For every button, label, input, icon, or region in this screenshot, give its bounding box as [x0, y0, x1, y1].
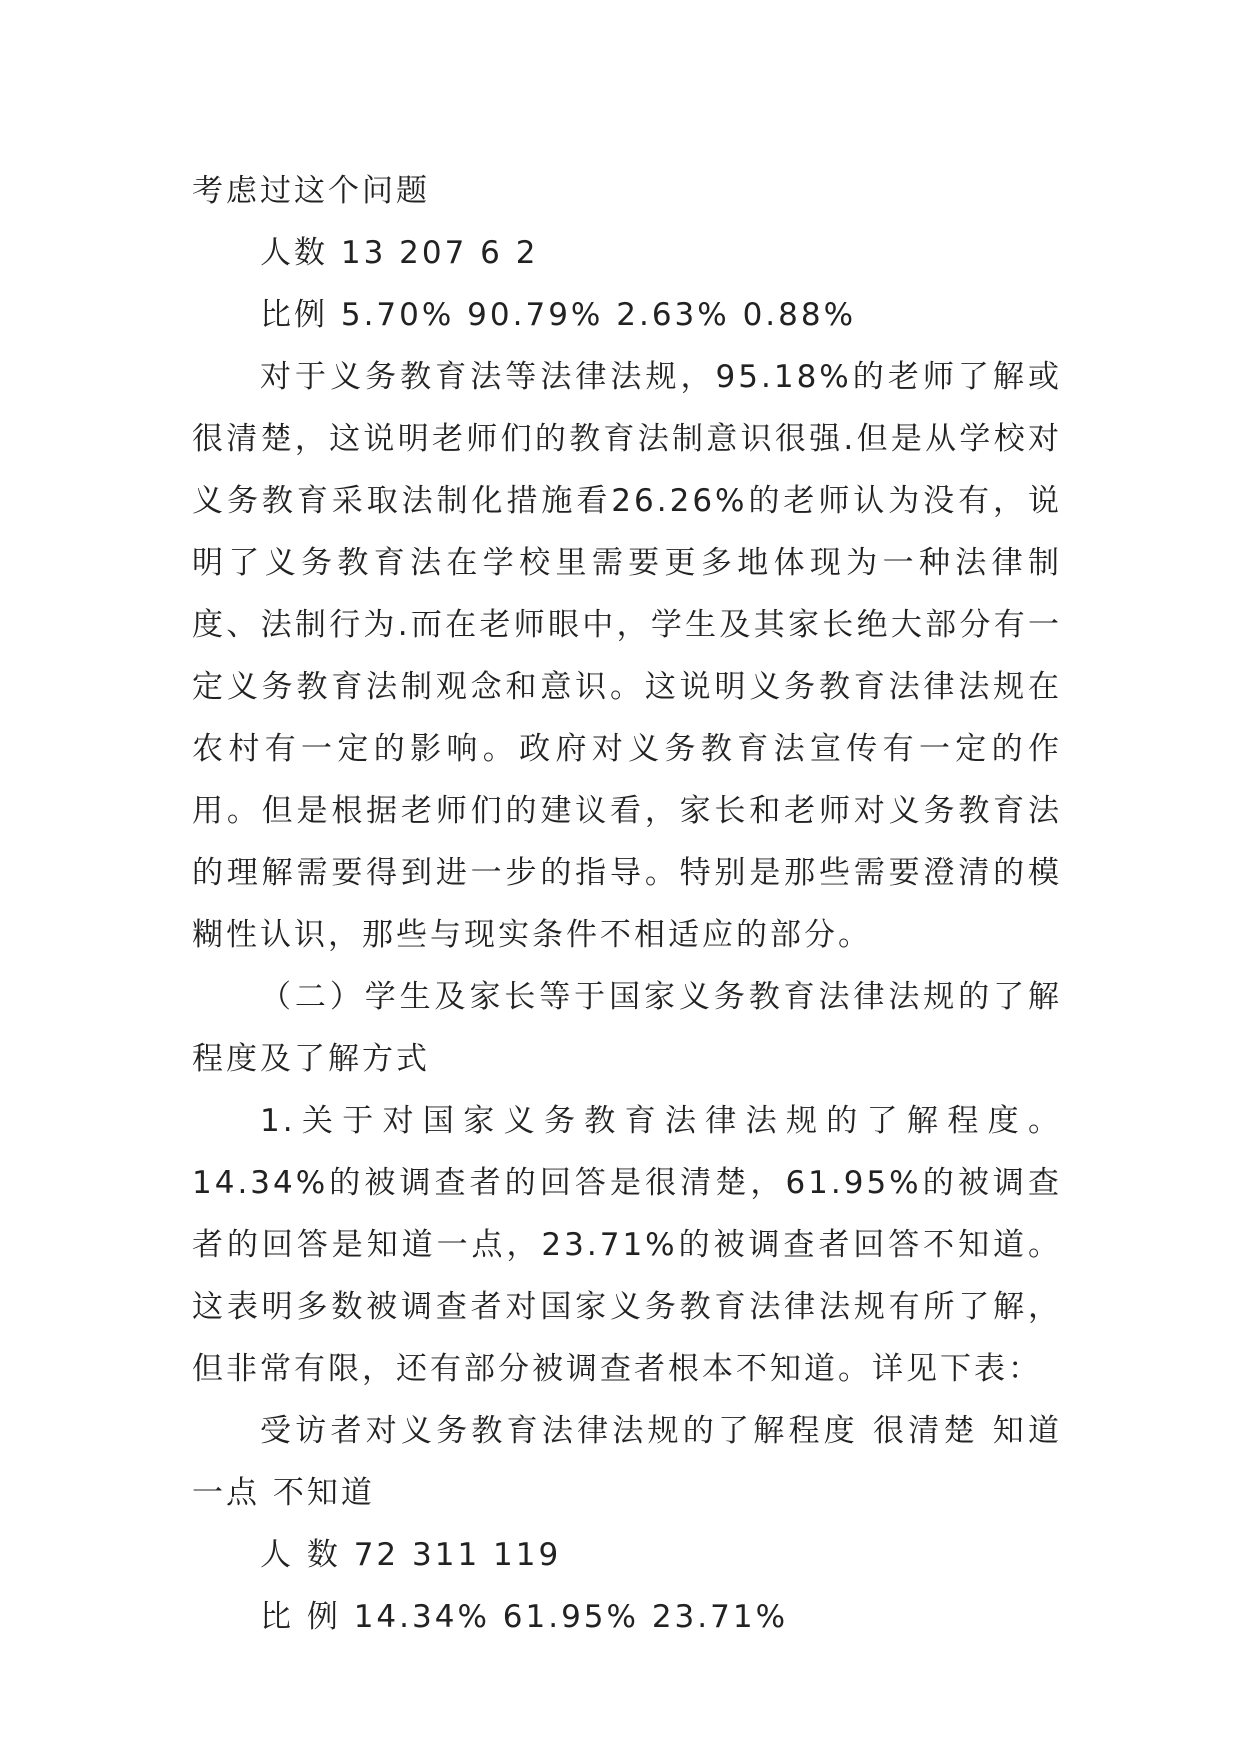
carry-over-line: 考虑过这个问题: [192, 173, 430, 209]
respondent-count-line: 人 数 72 311 119: [260, 1537, 562, 1573]
teacher-count-line: 人数 13 207 6 2: [260, 235, 539, 271]
teacher-ratio-line: 比例 5.70% 90.79% 2.63% 0.88%: [260, 297, 857, 333]
analysis-paragraph: 对于义务教育法等法律法规，95.18%的老师了解或很清楚，这说明老师们的教育法制意识很强.但是从学校对义务教育采取法制化措施看26.26%的老师认为没有，说明了义务教育法在学校里需要更多地体现为一种法律制度、法制行为.而在老师眼中，学生及其家长绝大部分有一定义务教育法制观念和意识。这说明义务教育法律法规在农村有一定的影响。政府对义务教育法宣传有一定的作用。但是根据老师们的建议看，家长和老师对义务教育法的理解需要得到进一步的指导。特别是那些需要澄清的模糊性认识，那些与现实条件不相适应的部分。: [192, 359, 1062, 953]
section-heading: （二）学生及家长等于国家义务教育法律法规的了解程度及了解方式: [192, 979, 1062, 1077]
table-header-line: 受访者对义务教育法律法规的了解程度 很清楚 知道一点 不知道: [192, 1413, 1062, 1511]
point-one-paragraph: 1.关于对国家义务教育法律法规的了解程度。14.34%的被调查者的回答是很清楚，61.95%的被调查者的回答是知道一点，23.71%的被调查者回答不知道。这表明多数被调查者对国家义务教育法律法规有所了解，但非常有限，还有部分被调查者根本不知道。详见下表：: [192, 1103, 1062, 1387]
document-page: [192, 160, 1062, 1648]
respondent-ratio-line: 比 例 14.34% 61.95% 23.71%: [260, 1599, 789, 1635]
